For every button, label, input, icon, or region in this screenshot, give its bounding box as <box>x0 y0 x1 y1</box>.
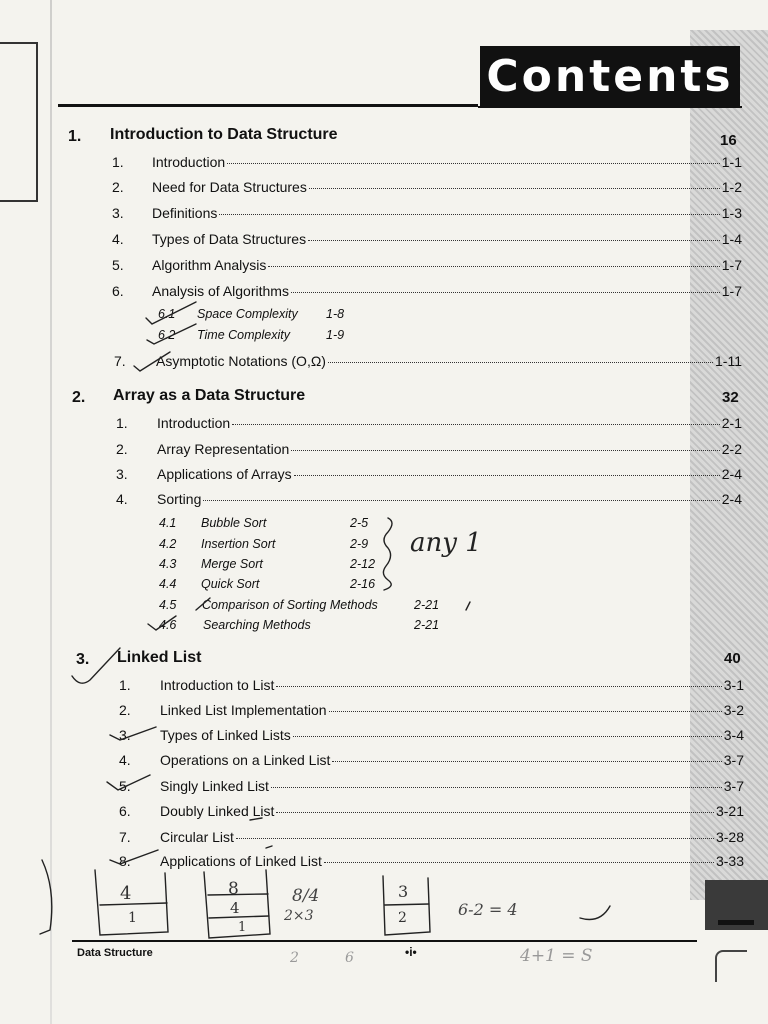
ch2-sub-5-label: Comparison of Sorting Methods <box>202 598 378 612</box>
ch2-sub-4-label: Quick Sort <box>201 577 260 591</box>
ch1-item-6-num: 6. <box>112 283 124 299</box>
ch2-item-4-page: 2-4 <box>721 491 742 507</box>
ch3-item-6-label: Doubly Linked List <box>160 803 275 819</box>
ch2-sub-6-page: 2-21 <box>414 618 440 632</box>
ch1-item-6-label: Analysis of Algorithms <box>152 283 289 299</box>
ch1-sub-2-num: 6.2 <box>158 328 176 342</box>
ch2-sub-1-label: Bubble Sort <box>201 516 267 530</box>
ch3-item-7-num: 7. <box>119 829 131 845</box>
ch3-item-8-num: 8. <box>119 853 131 869</box>
tick-mark <box>110 727 156 740</box>
ch1-sub-2-label: Time Complexity <box>197 328 290 342</box>
tick-mark <box>196 598 210 610</box>
chapter-1-page: 16 <box>720 132 737 149</box>
hw-box2-bottom: 1 <box>238 920 247 935</box>
sketch-box-3-divider <box>385 904 429 905</box>
ch2-item-1-num: 1. <box>116 415 128 431</box>
handwritten-any: any 1 <box>410 528 482 558</box>
ch2-sub-6-num: 4.6 <box>159 618 177 632</box>
tick-mark <box>147 324 196 344</box>
ch3-item-4-num: 4. <box>119 752 131 768</box>
ch2-sub-5-page: 2-21 <box>414 598 440 612</box>
ch2-item-4-label: Sorting <box>157 491 202 507</box>
chapter-1-number: 1. <box>68 128 82 145</box>
ch2-item-3-num: 3. <box>116 466 128 482</box>
ink-dot <box>266 846 272 848</box>
ch1-item-3-label: Definitions <box>152 205 218 221</box>
hw-bottom-a: 2 <box>290 950 299 966</box>
ch2-sub-1-page: 2-5 <box>350 516 369 530</box>
hw-calc2: 2×3 <box>284 908 314 924</box>
ch3-item-1-label: Introduction to List <box>160 677 275 693</box>
chapter-3-number: 3. <box>76 651 90 668</box>
ch2-item-3-page: 2-4 <box>721 466 742 482</box>
ch1-item-1-label: Introduction <box>152 154 226 170</box>
hw-box3-bottom: 2 <box>398 910 407 926</box>
ch1-item-3-page: 1-3 <box>721 205 742 221</box>
ch2-sub-2-page: 2-9 <box>350 537 369 551</box>
ch2-item-3-label: Applications of Arrays <box>157 466 292 482</box>
ch1-item-1-page: 1-1 <box>721 154 742 170</box>
ink-dot <box>250 818 262 820</box>
ch1-item-1-num: 1. <box>112 154 124 170</box>
ch2-sub-6-label: Searching Methods <box>203 618 311 632</box>
ch3-item-3-page: 3-4 <box>723 727 744 743</box>
ch2-item-1-label: Introduction <box>157 415 231 431</box>
tick-mark <box>72 648 120 683</box>
footer-book-title: Data Structure <box>77 947 153 959</box>
tick-mark <box>134 352 170 371</box>
chapter-2-title: Array as a Data Structure <box>113 387 306 404</box>
ch1-sub-1-num: 6.1 <box>158 307 176 321</box>
chapter-2-page: 32 <box>722 389 739 406</box>
ch3-item-4-label: Operations on a Linked List <box>160 752 331 768</box>
ch2-sub-5-num: 4.5 <box>159 598 177 612</box>
tick-mark <box>148 616 176 630</box>
ch3-item-2-num: 2. <box>119 702 131 718</box>
ch1-sub-1-label: Space Complexity <box>197 307 298 321</box>
ch3-item-4-page: 3-7 <box>723 752 744 768</box>
ch1-item-5-label: Algorithm Analysis <box>152 257 267 273</box>
hw-calc3: 6-2 = 4 <box>458 900 518 919</box>
ch2-sub-4-num: 4.4 <box>159 577 177 591</box>
ch3-item-5-label: Singly Linked List <box>160 778 269 794</box>
ch2-sub-2-label: Insertion Sort <box>201 537 276 551</box>
ch3-item-3-label: Types of Linked Lists <box>160 727 291 743</box>
ch3-item-6-page: 3-21 <box>715 803 744 819</box>
footer-page-number: •i• <box>405 945 417 959</box>
ch3-item-3-num: 3. <box>119 727 131 743</box>
ch2-sub-3-label: Merge Sort <box>201 557 263 571</box>
ch2-item-2-label: Array Representation <box>157 441 290 457</box>
ch2-sub-4-page: 2-16 <box>350 577 376 591</box>
tick-mark <box>107 775 150 790</box>
chapter-1-title: Introduction to Data Structure <box>110 126 338 143</box>
ch1-item-5-page: 1-7 <box>721 257 742 273</box>
tick-mark <box>466 602 470 610</box>
ch3-item-2-label: Linked List Implementation <box>160 702 327 718</box>
ch2-item-1-page: 2-1 <box>721 415 742 431</box>
ink-scribble <box>580 906 610 920</box>
ch1-item-2-num: 2. <box>112 179 124 195</box>
ch3-item-6-num: 6. <box>119 803 131 819</box>
margin-scribble <box>40 860 52 934</box>
ch3-item-5-num: 5. <box>119 778 131 794</box>
ch1-sub-1-page: 1-8 <box>326 307 345 321</box>
ch3-item-8-page: 3-33 <box>715 853 744 869</box>
ch3-item-7-label: Circular List <box>160 829 234 845</box>
ch3-item-2-page: 3-2 <box>723 702 744 718</box>
hw-calc1: 8/4 <box>292 886 320 906</box>
ch3-item-5-page: 3-7 <box>723 778 744 794</box>
tick-mark <box>110 850 158 864</box>
ch1-item-7-page: 1-11 <box>715 353 742 369</box>
ch3-item-8-label: Applications of Linked List <box>160 853 322 869</box>
chapter-3-title: Linked List <box>117 649 202 666</box>
ch1-item-7-num: 7. <box>114 353 126 369</box>
chapter-3-page: 40 <box>724 650 741 667</box>
ch1-item-3-num: 3. <box>112 205 124 221</box>
ch1-item-2-page: 1-2 <box>721 179 742 195</box>
ch1-item-6-page: 1-7 <box>721 283 742 299</box>
sketch-box-1-divider <box>100 903 167 905</box>
hw-bottom-c: 4+1 = S <box>520 946 593 966</box>
ch3-item-1-num: 1. <box>119 677 131 693</box>
ch2-item-2-page: 2-2 <box>721 441 742 457</box>
hw-box1-bottom: 1 <box>128 910 137 926</box>
ch2-item-2-num: 2. <box>116 441 128 457</box>
ch1-item-4-num: 4. <box>112 231 124 247</box>
hw-box1-top: 4 <box>120 883 132 904</box>
ch2-sub-3-page: 2-12 <box>350 557 376 571</box>
ch3-item-1-page: 3-1 <box>723 677 744 693</box>
brace-mark <box>383 518 392 590</box>
tick-mark <box>146 302 196 324</box>
ch1-item-5-num: 5. <box>112 257 124 273</box>
hw-box2-top: 8 <box>228 879 239 899</box>
ch2-sub-1-num: 4.1 <box>159 516 177 530</box>
hw-box3-top: 3 <box>398 882 409 901</box>
hw-box2-mid: 4 <box>230 899 240 917</box>
ch2-sub-2-num: 4.2 <box>159 537 177 551</box>
ch1-item-4-page: 1-4 <box>721 231 742 247</box>
ch1-item-4-label: Types of Data Structures <box>152 231 307 247</box>
footer-rule <box>72 940 697 942</box>
hw-bottom-b: 6 <box>345 950 354 966</box>
ch1-sub-2-page: 1-9 <box>326 328 345 342</box>
chapter-2-number: 2. <box>72 389 86 406</box>
ch2-item-4-num: 4. <box>116 491 128 507</box>
ch2-sub-3-num: 4.3 <box>159 557 177 571</box>
contents-title: Contents <box>486 50 734 102</box>
ch1-item-7-label: Asymptotic Notations (O,Ω) <box>156 353 326 369</box>
ch3-item-7-page: 3-28 <box>715 829 744 845</box>
ch1-item-2-label: Need for Data Structures <box>152 179 307 195</box>
